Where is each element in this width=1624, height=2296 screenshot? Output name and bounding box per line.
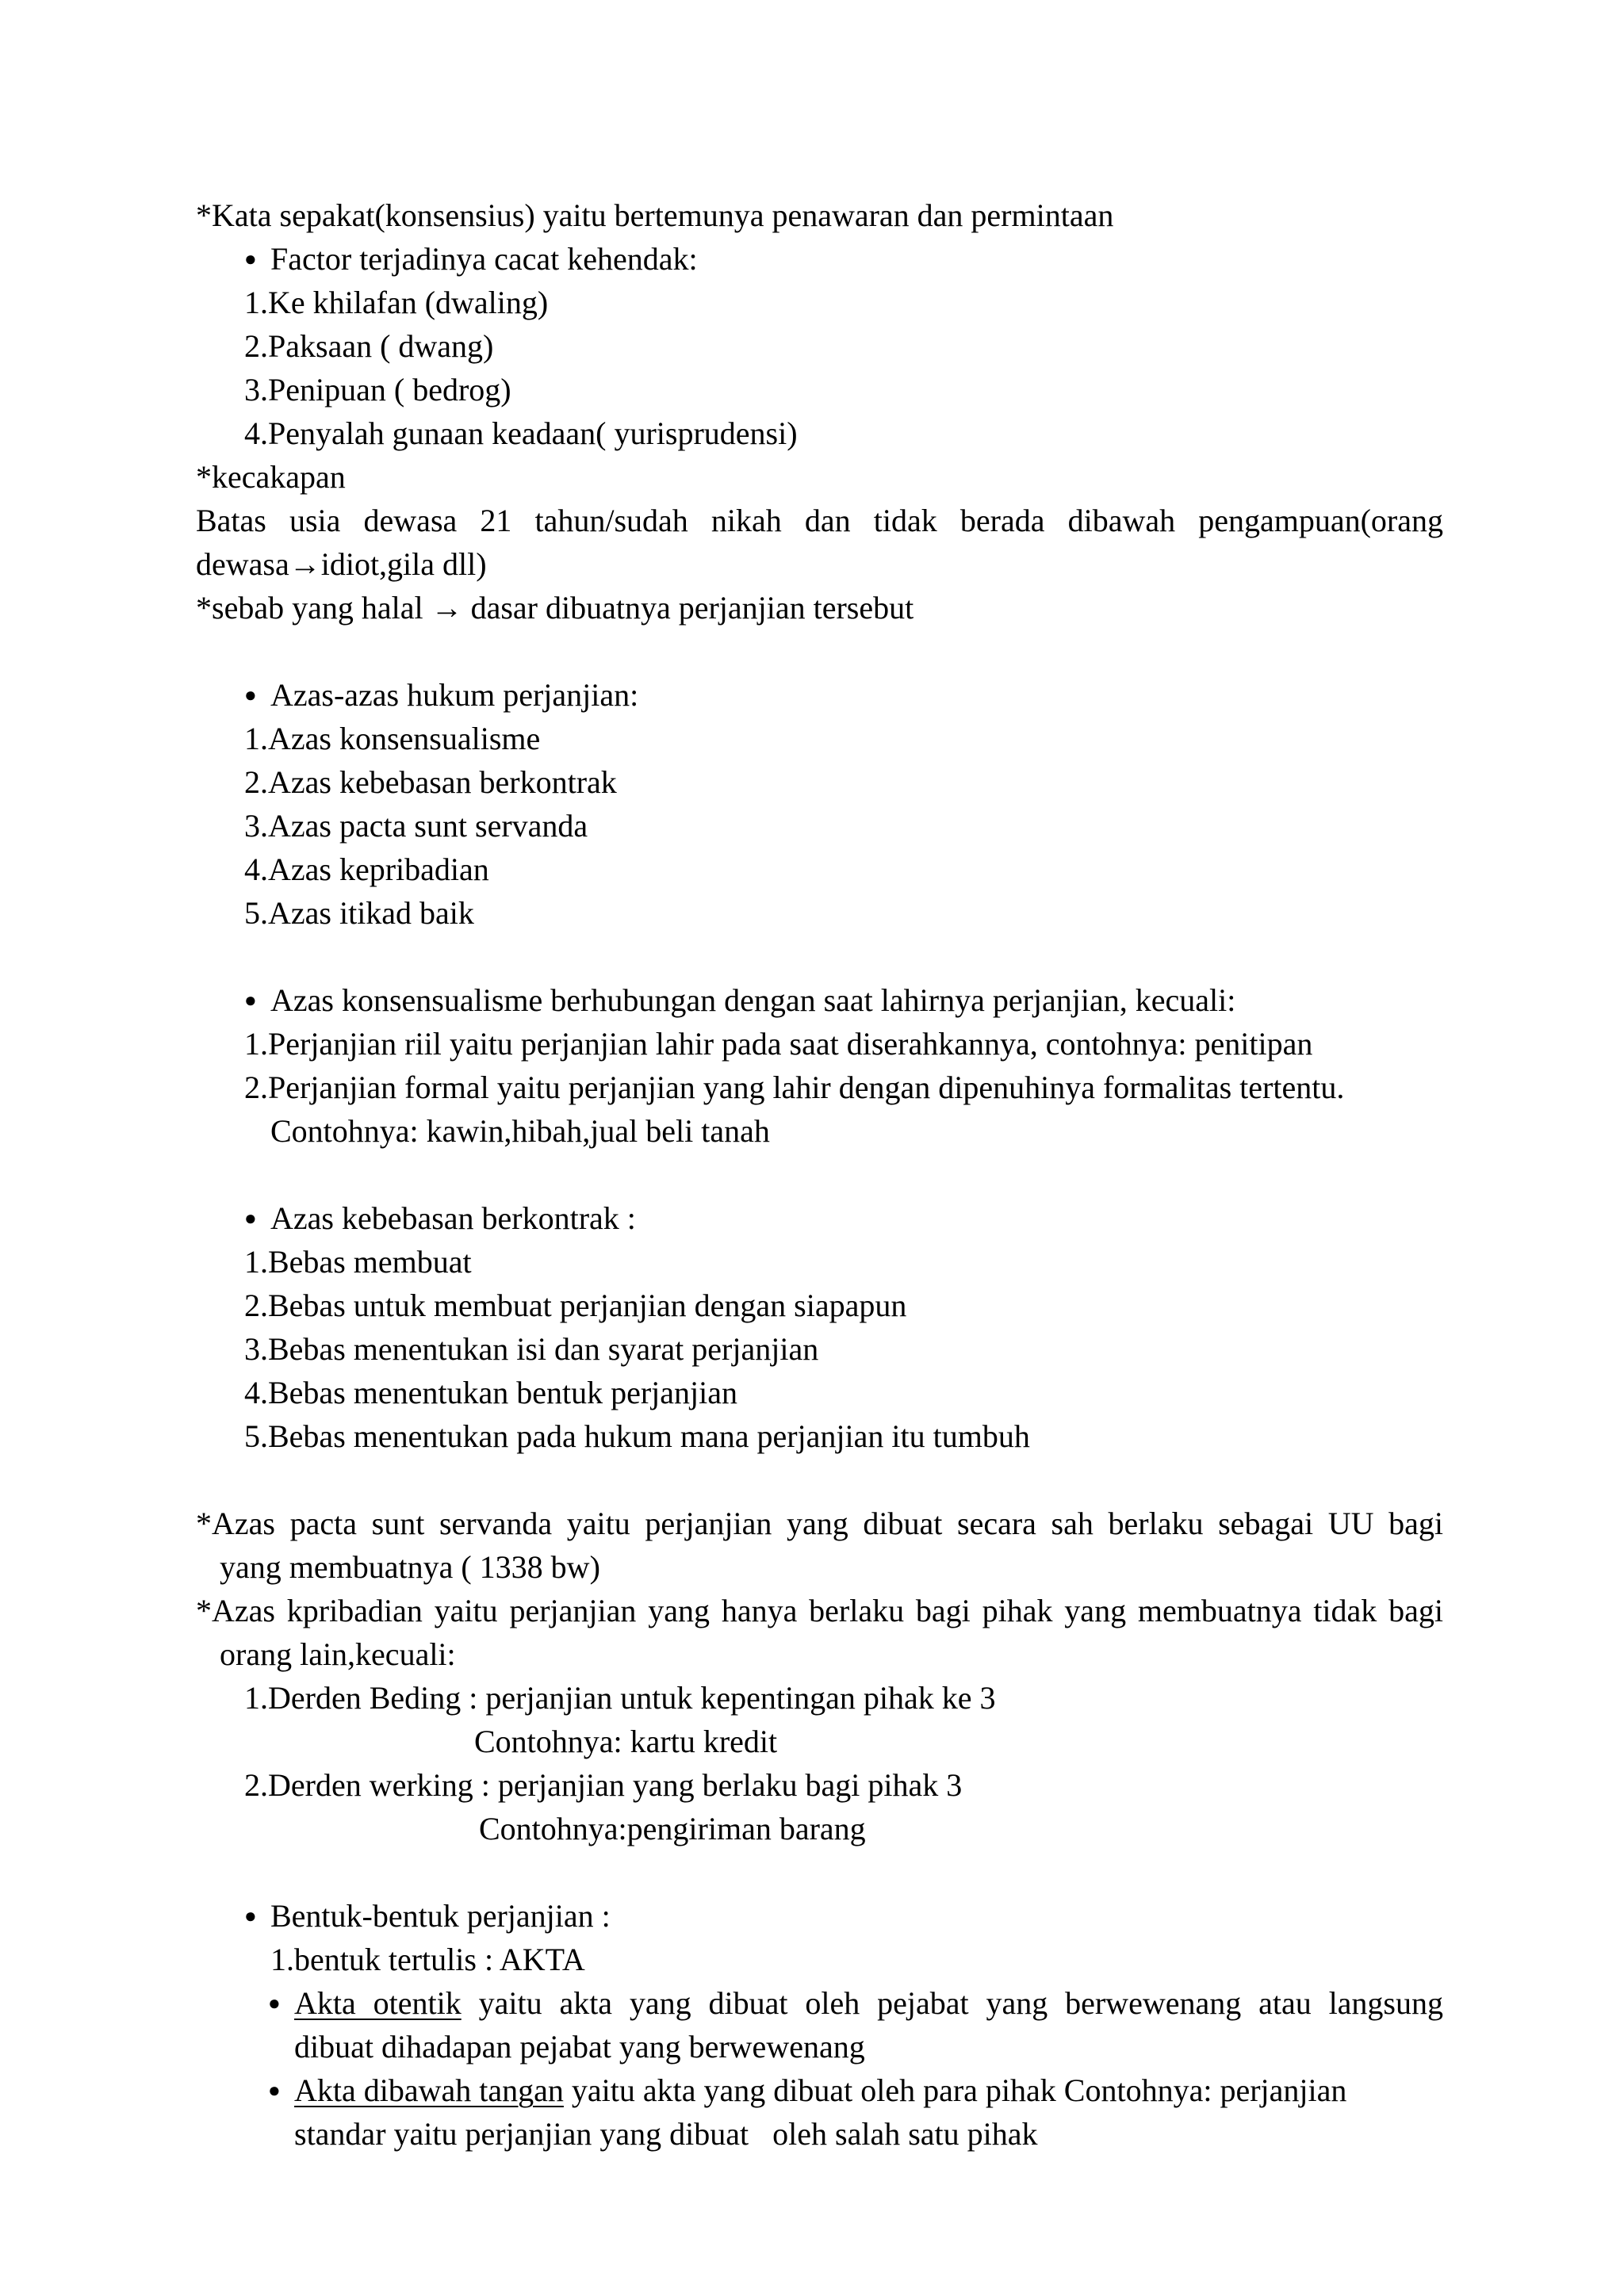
kebebasan-item: 1.Bebas membuat <box>244 1244 472 1280</box>
factor-item: 3.Penipuan ( bedrog) <box>244 372 511 408</box>
sebab-halal-line: *sebab yang halal → dasar dibuatnya perjanjian tersebut <box>196 590 914 626</box>
bullet-icon: ● <box>244 247 257 270</box>
batas-usia-line-cont: dewasa→idiot,gila dll) <box>196 546 487 582</box>
derden-beding-item: 1.Derden Beding : perjanjian untuk kepentingan pihak ke 3 <box>244 1680 996 1716</box>
akta-otentik-line: Akta otentik yaitu akta yang dibuat oleh pejabat yang berwewenang atau langsung <box>294 1985 1444 2021</box>
bullet-icon: ● <box>268 2079 281 2102</box>
derden-beding-example: Contohnya: kartu kredit <box>474 1724 778 1759</box>
derden-werking-item: 2.Derden werking : perjanjian yang berlaku bagi pihak 3 <box>244 1767 963 1803</box>
kpribadian-line-cont: orang lain,kecuali: <box>220 1636 456 1672</box>
bentuk-title: Bentuk-bentuk perjanjian : <box>270 1898 611 1934</box>
kpribadian-line: *Azas kpribadian yaitu perjanjian yang hanya berlaku bagi pihak yang membuatnya tidak bagi <box>196 1593 1443 1628</box>
bullet-icon: ● <box>244 1904 257 1927</box>
akta-bawah-tangan-line-cont: standar yaitu perjanjian yang dibuat oleh salah satu pihak <box>294 2116 1038 2152</box>
bullet-icon: ● <box>244 683 257 706</box>
bentuk-item: 1.bentuk tertulis : AKTA <box>270 1942 585 1977</box>
derden-werking-example: Contohnya:pengiriman barang <box>479 1811 866 1846</box>
bullet-icon: ● <box>244 989 257 1012</box>
bullet-icon: ● <box>268 1992 281 2015</box>
azas-item: 3.Azas pacta sunt servanda <box>244 808 588 844</box>
pacta-sunt-servanda-line-cont: yang membuatnya ( 1338 bw) <box>220 1549 600 1585</box>
akta-otentik-term: Akta otentik <box>294 1985 462 2021</box>
factor-item: 2.Paksaan ( dwang) <box>244 328 494 364</box>
azas-item: 4.Azas kepribadian <box>244 851 489 887</box>
kebebasan-title: Azas kebebasan berkontrak : <box>270 1200 636 1236</box>
batas-usia-line: Batas usia dewasa 21 tahun/sudah nikah dan tidak berada dibawah pengampuan(orang <box>196 503 1443 538</box>
azas-title: Azas-azas hukum perjanjian: <box>270 677 639 713</box>
konsensualisme-title: Azas konsensualisme berhubungan dengan saat lahirnya perjanjian, kecuali: <box>270 982 1236 1018</box>
kebebasan-item: 4.Bebas menentukan bentuk perjanjian <box>244 1375 738 1410</box>
akta-otentik-line-cont: dibuat dihadapan pejabat yang berwewenang <box>294 2029 865 2064</box>
kebebasan-item: 5.Bebas menentukan pada hukum mana perjanjian itu tumbuh <box>244 1418 1030 1454</box>
factor-item: 4.Penyalah gunaan keadaan( yurisprudensi) <box>244 415 798 451</box>
azas-item: 2.Azas kebebasan berkontrak <box>244 764 617 800</box>
konsensualisme-item: 2.Perjanjian formal yaitu perjanjian yang lahir dengan dipenuhinya formalitas tertentu. <box>244 1070 1345 1105</box>
konsensualisme-item: 1.Perjanjian riil yaitu perjanjian lahir pada saat diserahkannya, contohnya: penitipan <box>244 1026 1313 1062</box>
kecakapan-heading: *kecakapan <box>196 459 346 495</box>
factor-item: 1.Ke khilafan (dwaling) <box>244 285 549 320</box>
pacta-sunt-servanda-line: *Azas pacta sunt servanda yaitu perjanjian yang dibuat secara sah berlaku sebagai UU bagi <box>196 1506 1443 1541</box>
konsensualisme-item-cont: Contohnya: kawin,hibah,jual beli tanah <box>270 1113 770 1149</box>
azas-item: 1.Azas konsensualisme <box>244 721 541 756</box>
azas-item: 5.Azas itikad baik <box>244 895 474 931</box>
akta-bawah-tangan-term: Akta dibawah tangan <box>294 2072 564 2108</box>
kata-sepakat-line: *Kata sepakat(konsensius) yaitu bertemunya penawaran dan permintaan <box>196 197 1114 233</box>
kebebasan-item: 3.Bebas menentukan isi dan syarat perjanjian <box>244 1331 819 1367</box>
kebebasan-item: 2.Bebas untuk membuat perjanjian dengan siapapun <box>244 1288 907 1323</box>
bullet-icon: ● <box>244 1207 257 1230</box>
factor-title: Factor terjadinya cacat kehendak: <box>270 241 698 277</box>
akta-bawah-tangan-line: Akta dibawah tangan yaitu akta yang dibuat oleh para pihak Contohnya: perjanjian <box>294 2072 1347 2108</box>
